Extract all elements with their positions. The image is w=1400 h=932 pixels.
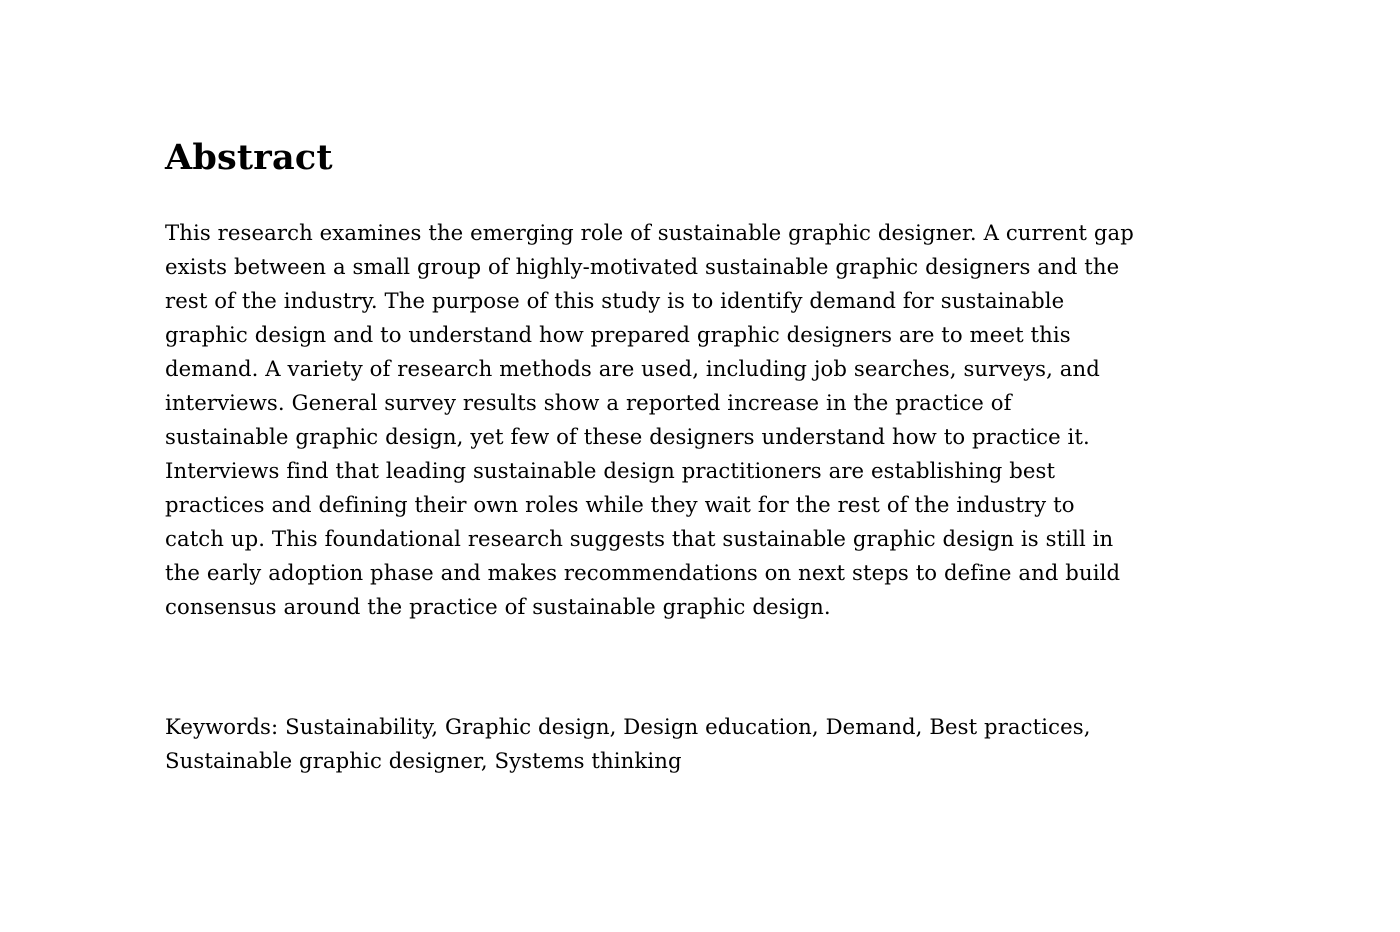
abstract-heading: Abstract xyxy=(165,137,333,178)
abstract-page xyxy=(165,130,1245,778)
keywords-paragraph: Keywords: Sustainability, Graphic design, Design education, Demand, Best practices, Sustainable graphic designer, Systems thinking xyxy=(165,714,1091,773)
abstract-body: This research examines the emerging role of sustainable graphic designer. A current gap exists between a small group of highly-motivated sustainable graphic designers and the rest of the industry. The purpose of this study is to identify demand for sustainable graphic design and to understand how prepared graphic designers are to meet this demand. A variety of research methods are used, including job searches, surveys, and interviews. General survey results show a reported increase in the practice of sustainable graphic design, yet few of these designers understand how to practice it. Interviews find that leading sustainable design practitioners are establishing best practices and defining their own roles while they wait for the rest of the industry to catch up. This foundational research suggests that sustainable graphic design is still in the early adoption phase and makes recommendations on next steps to define and build consensus around the practice of sustainable graphic design. xyxy=(165,220,1134,619)
